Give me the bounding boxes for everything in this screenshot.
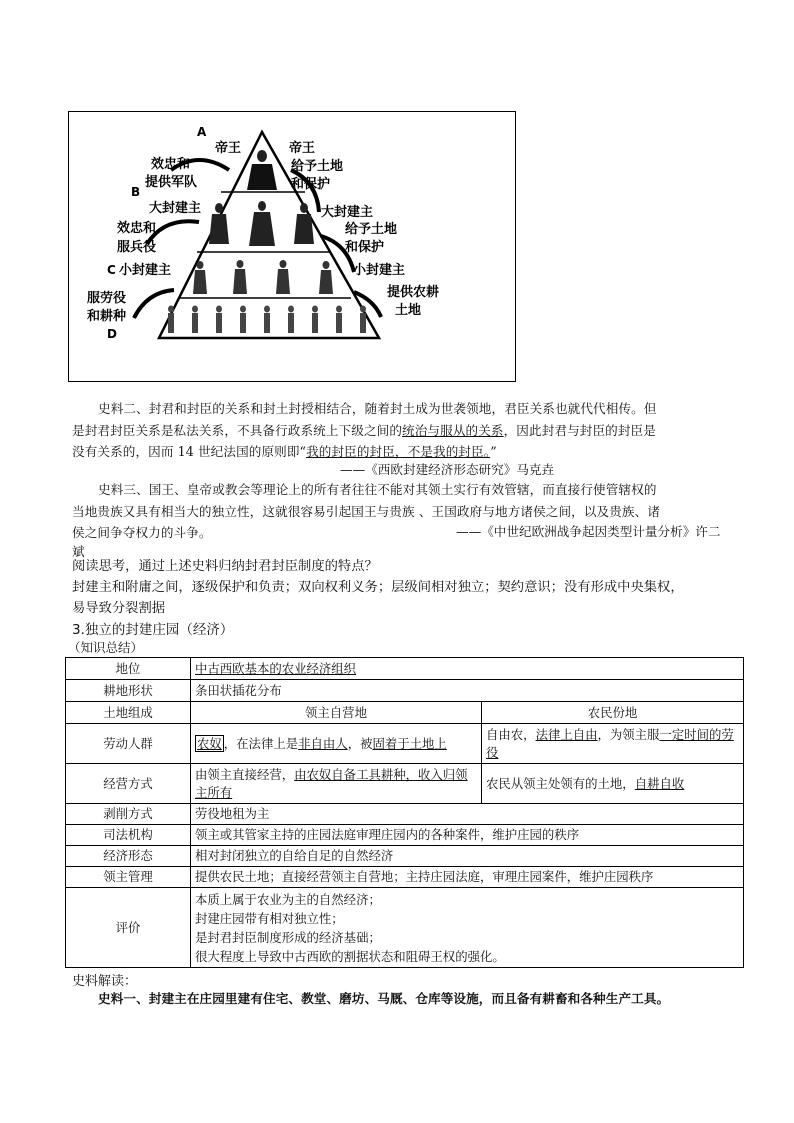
- king-figure: [247, 150, 277, 190]
- table-row: [66, 702, 744, 724]
- row-label: 剥削方式: [66, 804, 191, 825]
- small-lord-figures: [193, 260, 333, 294]
- section-subtitle: （知识总结）: [68, 640, 144, 655]
- letter-c: C: [107, 263, 116, 277]
- letter-d: D: [107, 327, 117, 341]
- peasant-figures: [168, 306, 366, 334]
- table-row: [66, 867, 744, 888]
- evaluation-line: 封建庄园带有相对独立性；: [195, 910, 344, 926]
- reading-answer-line2: 易导致分裂割据: [72, 601, 166, 616]
- evaluation-line: 很大程度上导致中古西欧的割据状态和阻碍王权的强化。: [195, 948, 505, 964]
- material-two-quote: 我的封臣的封臣，不是我的封臣。: [306, 444, 491, 459]
- letter-a: A: [197, 125, 207, 139]
- material-two-line2a: 是封君封臣关系是私法关系，不具备行政系统上下级之间的: [72, 422, 403, 438]
- material-three-line1: 史料三、国王、皇帝或教会等理论上的所有者往往不能对其领土实行有效管辖，而直接行使管辖权的: [98, 482, 657, 497]
- row-label: 领主管理: [66, 867, 191, 888]
- feudal-pyramid-diagram: [69, 112, 516, 382]
- material-two-line3a: 没有关系的，因而 14 世纪法国的原则即“: [72, 444, 307, 459]
- material-three-source-tail: 斌: [72, 544, 85, 559]
- row-label: 经济形态: [66, 846, 191, 867]
- label-left-duty1-l2: 提供军队: [145, 175, 198, 190]
- row-label: 土地组成: [66, 702, 191, 724]
- label-left-duty1-l1: 效忠和: [151, 157, 191, 172]
- material-two-underline-rule: 统治与服从的关系: [402, 422, 504, 438]
- evaluation-line: 是封君封臣制度形成的经济基础；: [195, 929, 381, 945]
- peasant-operation-cell: 农民从领主处领有的土地，自耕自收: [482, 764, 744, 804]
- label-right-king: 帝王: [289, 141, 316, 156]
- label-right-great-lord: 大封建主: [321, 205, 374, 220]
- table-row: [66, 764, 744, 804]
- table-row: [66, 825, 744, 846]
- table-row: [66, 680, 744, 702]
- demesne-operation-cell: 由领主直接经营，由农奴自备工具耕种，收入归领主所有: [191, 764, 482, 804]
- row-value: 条田状插花分布: [191, 680, 744, 702]
- table-row: [66, 658, 744, 680]
- label-right-give3-l1: 提供农耕: [387, 285, 440, 300]
- table-row: [66, 804, 744, 825]
- row-value: 提供农民土地；直接经营领主自营地；主持庄园法庭，审理庄园案件，维护庄园秩序: [191, 867, 744, 888]
- row-label: 耕地形状: [66, 680, 191, 702]
- row-label: 司法机构: [66, 825, 191, 846]
- peasant-plot-header: 农民份地: [482, 702, 744, 724]
- interpret-title: 史料解读：: [72, 974, 138, 989]
- material-two: [72, 398, 752, 463]
- row-value: [191, 658, 744, 680]
- row-value: 相对封闭独立的自给自足的自然经济: [191, 846, 744, 867]
- manor-knowledge-table: [65, 657, 744, 968]
- label-left-duty2-l1: 效忠和: [117, 221, 157, 236]
- label-left-great-lord: 大封建主: [149, 201, 202, 216]
- demesne-header: 领主自营地: [191, 702, 482, 724]
- status-value: 中古西欧基本的农业经济组织: [195, 660, 357, 676]
- label-right-give1-l1: 给予土地: [291, 159, 344, 174]
- feudal-pyramid-figure: [68, 111, 516, 382]
- peasant-labor-cell: 自由农，法律上自由，为领主服一定时间的劳役: [482, 724, 744, 764]
- label-right-give2-l2: 和保护: [345, 240, 385, 255]
- label-right-small-lord: 小封建主: [353, 263, 406, 278]
- label-left-king: 帝王: [215, 141, 242, 156]
- row-label: 经营方式: [66, 764, 191, 804]
- material-two-source: ——《西欧封建经济形态研究》马克垚: [340, 462, 555, 477]
- label-right-give1-l2: 和保护: [291, 177, 331, 192]
- material-three-line3: 侯之间争夺权力的斗争。: [72, 525, 212, 540]
- label-left-duty2-l2: 服兵役: [117, 240, 157, 255]
- letter-b: B: [131, 185, 141, 199]
- table-row: [66, 724, 744, 764]
- material-two-line2c: ，因此封君与封臣的封臣是: [503, 422, 656, 438]
- evaluation-cell: [191, 888, 744, 968]
- interpret-material-one: [72, 988, 762, 1010]
- table-row: [66, 888, 744, 968]
- row-label: 评价: [66, 888, 191, 968]
- material-three-source: ——《中世纪欧洲战争起因类型计量分析》许二: [456, 524, 721, 539]
- row-value: 劳役地租为主: [191, 804, 744, 825]
- table-row: [66, 846, 744, 867]
- section-title: 3.独立的封建庄园（经济）: [72, 622, 234, 638]
- material-two-line3c: ”: [490, 444, 497, 459]
- row-label: 劳动人群: [66, 724, 191, 764]
- evaluation-line: 本质上属于农业为主的自然经济；: [195, 891, 381, 907]
- reading-question: 阅读思考，通过上述史料归纳封君封臣制度的特点？: [72, 559, 378, 574]
- demesne-labor-cell: 农奴 ，在法律上是非自由人，被固着于土地上: [191, 724, 482, 764]
- arrow-grant-3: [354, 292, 381, 317]
- row-value: 领主或其管家主持的庄园法庭审理庄园内的各种案件，维护庄园的秩序: [191, 825, 744, 846]
- material-two-line1: 史料二、封君和封臣的关系和封土封授相结合，随着封土成为世袭领地，君臣关系也就代代相传。但: [98, 401, 657, 416]
- reading-section: [72, 556, 752, 619]
- interpret-material-one-text: 史料一、封建主在庄园里建有住宅、教堂、磨坊、马厩、仓库等设施，而且备有耕畜和各种生产工具。: [98, 991, 670, 1006]
- row-label: 地位: [66, 658, 191, 680]
- serf-term: 农奴: [197, 735, 222, 751]
- label-left-small-lord: 小封建主: [119, 263, 172, 278]
- label-left-duty3-l2: 和耕种: [87, 309, 127, 324]
- material-three-line2: 当地贵族又具有相当大的独立性，这就很容易引起国王与贵族 、王国政府与地方诸侯之间，以及贵族、诸: [72, 503, 661, 519]
- label-right-give3-l2: 土地: [395, 303, 422, 318]
- label-left-duty3-l1: 服劳役: [87, 291, 127, 306]
- reading-answer-line1: 封建主和附庸之间，逐级保护和负责；双向权利义务；层级间相对独立；契约意识；没有形成中央集权，: [72, 580, 684, 595]
- label-right-give2-l1: 给予土地: [345, 222, 398, 237]
